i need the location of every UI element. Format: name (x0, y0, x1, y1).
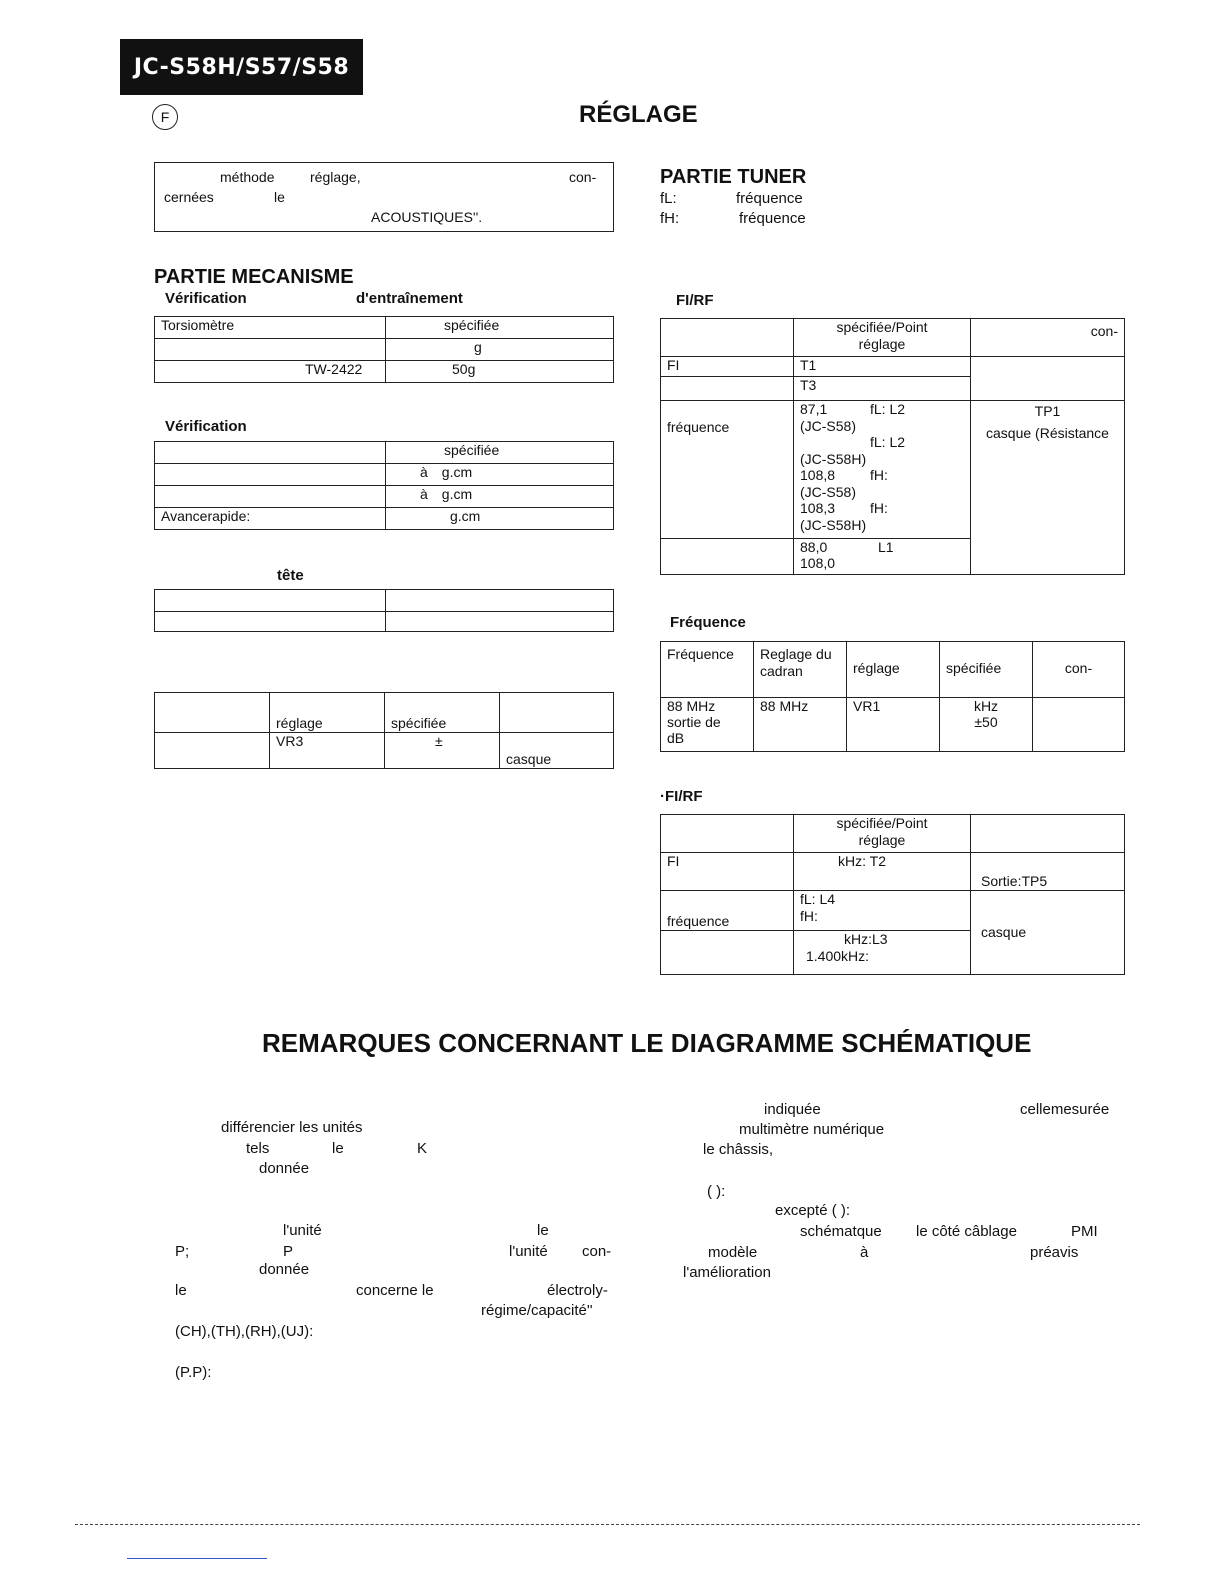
frequence-heading: Fréquence (670, 614, 746, 631)
table-cell: g.cm (386, 508, 614, 530)
fm-alignment-table (660, 318, 1125, 575)
remark-text: le (537, 1222, 549, 1239)
table-cell (661, 931, 794, 975)
remark-text: le (332, 1140, 344, 1157)
remark-text: indiquée (764, 1101, 821, 1118)
remark-text: l'unité (283, 1222, 322, 1239)
remark-text: régime/capacité'' (481, 1302, 593, 1319)
table-cell: 88 MHz sortie de dB (661, 698, 754, 752)
header-text: réglage (858, 336, 906, 352)
table-cell (661, 319, 794, 357)
remark-text: le côté câblage (916, 1223, 1017, 1240)
note-text: ACOUSTIQUES''. (371, 209, 483, 225)
freq-line: fL: L2 (870, 434, 906, 450)
note-text: méthode (220, 169, 275, 185)
mechanism-subheading: Vérification (165, 290, 247, 307)
table-cell: spécifiée (386, 317, 614, 339)
table-cell (386, 464, 614, 486)
note-text: con- (569, 169, 597, 185)
table-cell (661, 539, 794, 575)
language-mark: F (152, 104, 178, 130)
remark-text: schématque (800, 1223, 882, 1240)
table-cell: 88 MHz (754, 698, 847, 752)
table-cell: kHz ±50 (940, 698, 1033, 752)
table-cell: con- (971, 319, 1125, 357)
table-cell (155, 590, 386, 612)
note-box (154, 162, 614, 232)
table-cell: Sortie:TP5 (971, 853, 1125, 891)
remark-text: ( ): (707, 1183, 726, 1200)
table-cell: casque (971, 891, 1125, 975)
mechanism-heading: PARTIE MECANISME (154, 266, 354, 288)
remark-text: (CH),(TH),(RH),(UJ): (175, 1323, 314, 1340)
table-cell (386, 612, 614, 632)
table-cell: VR1 (847, 698, 940, 752)
remark-text: électroly- (547, 1282, 608, 1299)
table-cell (155, 442, 386, 464)
freq-line: (JC-S58H) (800, 450, 867, 467)
freq-line: 108,8 fH: (800, 467, 888, 483)
remark-text: préavis (1030, 1244, 1079, 1261)
remark-text: le (175, 1282, 187, 1299)
table-cell: Torsiomètre (155, 317, 386, 339)
table-cell: réglage (270, 693, 385, 733)
table-cell (794, 815, 971, 853)
table-cell (661, 377, 794, 401)
remark-text: PMI (1071, 1223, 1098, 1240)
table-cell (794, 401, 971, 539)
remark-text: le châssis, (703, 1141, 774, 1158)
mechanism-subheading: d'entraînement (356, 290, 463, 307)
model-banner: JC-S58H/S57/S58 (120, 39, 363, 95)
page-title: RÉGLAGE (579, 101, 698, 128)
table-cell (155, 486, 386, 508)
table-cell: kHz: T2 (794, 853, 971, 891)
remark-text: multimètre numérique (739, 1121, 885, 1138)
freq-line: 108,0 (800, 555, 836, 571)
remark-text: à (860, 1244, 869, 1261)
table-cell: 50g (386, 361, 614, 383)
fi-rf-heading: FI/RF (676, 292, 714, 309)
table-cell: spécifiée (940, 642, 1033, 698)
footer-accent-line (127, 1558, 267, 1559)
table-text: g.cm (441, 486, 473, 502)
remark-text: concerne le (356, 1282, 434, 1299)
casque-text: casque (Résistance (986, 425, 1109, 441)
khz-line: 1.400kHz: (806, 948, 870, 964)
table-cell (155, 612, 386, 632)
table-cell (794, 931, 971, 975)
table-cell (155, 733, 270, 769)
table-cell: spécifiée (385, 693, 500, 733)
table-cell (794, 539, 971, 575)
remark-text: P (283, 1243, 294, 1260)
table-text: à (420, 486, 428, 502)
table-cell (1033, 698, 1125, 752)
freq-line: (JC-S58) (800, 483, 857, 500)
table-cell: con- (1033, 642, 1125, 698)
table-cell: ± (385, 733, 500, 769)
am-alignment-table (660, 814, 1125, 975)
table-cell (155, 693, 270, 733)
table-cell: casque (500, 733, 614, 769)
header-text: réglage (858, 832, 906, 848)
table-cell: fréquence (661, 401, 794, 539)
remark-text: tels (246, 1140, 270, 1157)
table-cell: VR3 (270, 733, 385, 769)
note-text: réglage, (310, 169, 361, 185)
table-cell (661, 815, 794, 853)
table-cell: T1 (794, 357, 971, 377)
azimuth-table (154, 692, 614, 769)
remark-text: donnée (259, 1261, 310, 1278)
freq-line: 87,1 fL: L2 (800, 401, 906, 417)
remark-text: excepté ( ): (775, 1202, 851, 1219)
header-text: spécifiée/Point (836, 815, 928, 831)
table-cell (971, 815, 1125, 853)
table-cell (794, 319, 971, 357)
table-cell (971, 401, 1125, 575)
table-text: g.cm (441, 464, 473, 480)
fl-text: fréquence (736, 190, 803, 207)
table-cell: FI (661, 853, 794, 891)
header-text: spécifiée/Point (836, 319, 928, 335)
fh-label: fH: (660, 210, 680, 227)
table-cell: Fréquence (661, 642, 754, 698)
fl-label: fL: (660, 190, 677, 207)
table-cell (386, 590, 614, 612)
tp1-text: TP1 (1034, 403, 1061, 419)
remark-text: K (417, 1140, 428, 1157)
freq-line: (JC-S58H) (800, 516, 867, 533)
torque-table (154, 316, 614, 383)
freq-line: 108,3 fH: (800, 500, 888, 516)
table-cell (971, 357, 1125, 401)
dial-table (660, 641, 1125, 752)
head-subheading: tête (277, 567, 304, 584)
head-table (154, 589, 614, 632)
table-cell (794, 891, 971, 931)
freq-line: (JC-S58) (800, 417, 857, 434)
fh-line: fH: (800, 908, 818, 924)
fl-line: fL: L4 (800, 891, 836, 907)
khz-line: kHz:L3 (844, 931, 888, 947)
remark-text: con- (582, 1243, 612, 1260)
table-cell: Avancerapide: (155, 508, 386, 530)
note-text: cernées (164, 189, 214, 205)
table-cell: spécifiée (386, 442, 614, 464)
footer-divider (75, 1524, 1140, 1525)
table-cell: Reglage du cadran (754, 642, 847, 698)
table-cell (155, 339, 386, 361)
table-cell: TW-2422 (155, 361, 386, 383)
table-cell (155, 464, 386, 486)
table-cell: FI (661, 357, 794, 377)
remarks-heading: REMARQUES CONCERNANT LE DIAGRAMME SCHÉMATIQUE (262, 1028, 1032, 1058)
table-cell: réglage (847, 642, 940, 698)
table-cell: T3 (794, 377, 971, 401)
remark-text: P; (175, 1243, 190, 1260)
note-text: le (274, 189, 285, 205)
remark-text: l'unité (509, 1243, 548, 1260)
am-fi-rf-heading: ·FI/RF (660, 788, 703, 805)
tuner-heading: PARTIE TUNER (660, 166, 807, 188)
fh-text: fréquence (739, 210, 806, 227)
remark-text: modèle (708, 1244, 758, 1261)
table-text: à (420, 464, 428, 480)
verification-subheading: Vérification (165, 418, 247, 435)
remark-text: différencier les unités (221, 1119, 363, 1136)
table-cell: fréquence (661, 891, 794, 931)
table-cell: g (386, 339, 614, 361)
remark-text: (P.P): (175, 1364, 212, 1381)
remark-text: donnée (259, 1160, 310, 1177)
table-cell (386, 486, 614, 508)
remark-text: l'amélioration (683, 1264, 771, 1281)
table-cell (500, 693, 614, 733)
remark-text: cellemesurée (1020, 1101, 1110, 1118)
freq-line: 88,0 L1 (800, 539, 894, 555)
torque-table-2 (154, 441, 614, 530)
